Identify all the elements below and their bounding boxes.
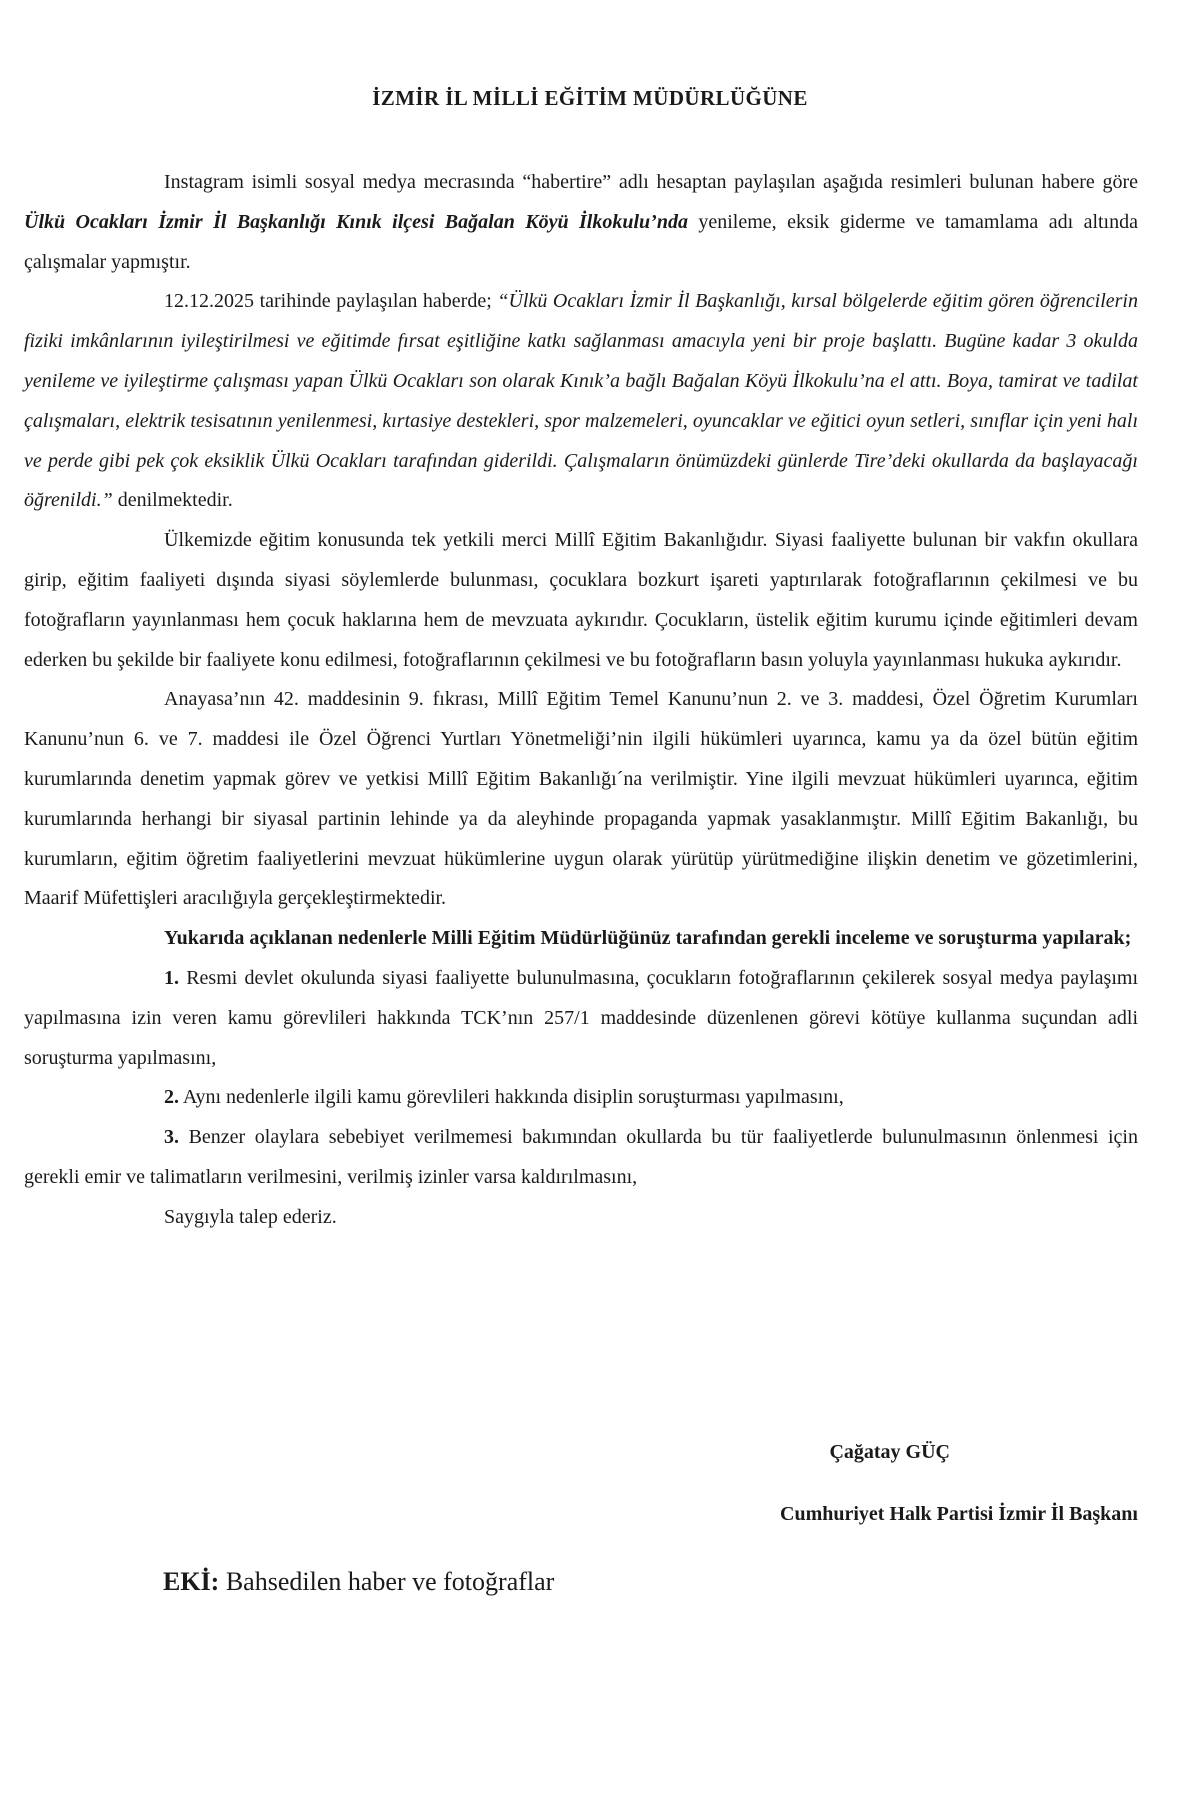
request-item <box>24 1118 1138 1198</box>
paragraph-news-quote-intro: 12.12.2025 tarihinde paylaşılan haberde; <box>164 290 498 313</box>
signature-title: Cumhuriyet Halk Partisi İzmir İl Başkanı <box>780 1503 1138 1525</box>
paragraph-request-intro: Yukarıda açıklanan nedenlerle Milli Eğitim Müdürlüğünüz tarafından gerekli inceleme ve soruşturma yapılarak; <box>164 927 1132 950</box>
request-item <box>24 1078 1138 1118</box>
attachment-label: EKİ: <box>163 1567 220 1596</box>
request-text: Benzer olaylara sebebiyet verilmemesi bakımından okullarda bu tür faaliyetlerde bulunulmasının önlenmesi için gerekli emir ve talimatların verilmesini, verilmiş izinler varsa kaldırılmasını, <box>24 1126 1138 1188</box>
paragraph-legal-argument: Ülkemizde eğitim konusunda tek yetkili merci Millî Eğitim Bakanlığıdır. Siyasi faaliyette bulunan bir vakfın okullara girip, eğitim faaliyeti dışında siyasi söylemlerde bulunması, çocuklara bozkurt işareti yaptırılarak fotoğraflarının çekilmesi ve bu fotoğrafların yayınlanması hem çocuk haklarına hem de mevzuata aykırıdır. Çocukların, üstelik eğitim kurumu içinde eğitimleri devam ederken bu şekilde bir faaliyete konu edilmesi, fotoğraflarının çekilmesi ve bu fotoğrafların basın yoluyla yayınlanması hukuka aykırıdır. <box>24 529 1138 671</box>
paragraph-news-source <box>24 163 1138 282</box>
request-text: Aynı nedenlerle ilgili kamu görevlileri hakkında disiplin soruşturması yapılmasını, <box>179 1086 844 1109</box>
request-number: 2. <box>164 1086 179 1109</box>
request-text: Resmi devlet okulunda siyasi faaliyette bulunulmasına, çocukların fotoğraflarının çekilerek sosyal medya paylaşımı yapılmasına izin veren kamu görevlileri hakkında TCK’nın 257/1 maddesinde düzenlenen görevi kötüye kullanma suçundan adli soruşturma yapılmasını, <box>24 966 1138 1069</box>
paragraph-news-quote-tail: denilmektedir. <box>112 489 233 512</box>
closing-line: Saygıyla talep ederiz. <box>164 1205 337 1228</box>
request-number: 1. <box>164 966 179 989</box>
request-number: 3. <box>164 1126 179 1149</box>
quoted-news-text: “Ülkü Ocakları İzmir İl Başkanlığı, kırsal bölgelerde eğitim gören öğrencilerin fiziki imkânlarının iyileştirilmesi ve eğitimde fırsat eşitliğine katkı sağlanması amacıyla yeni bir proje başlattı. Bugüne kadar 3 okulda yenileme ve iyileştirme çalışması yapan Ülkü Ocakları son olarak Kınık’a bağlı Bağalan Köyü İlkokulu’na el attı. Boya, tamirat ve tadilat çalışmaları, elektrik tesisatının yenilenmesi, kırtasiye destekleri, spor malzemeleri, oyuncaklar ve eğitici oyun setleri, sınıflar için yeni halı ve perde gibi pek çok eksiklik Ülkü Ocakları tarafından giderildi. Çalışmaların önümüzdeki günlerde Tire’deki okullarda da başlayacağı öğrenildi.” <box>24 290 1138 512</box>
paragraph-news-quote <box>24 282 1138 521</box>
request-item <box>24 959 1138 1078</box>
paragraph-news-source-text: Instagram isimli sosyal medya mecrasında “habertire” adlı hesaptan paylaşılan aşağıda resimleri bulunan habere göre <box>164 171 1138 193</box>
attachment-note <box>163 1567 554 1597</box>
signature-name: Çağatay GÜÇ <box>829 1441 950 1463</box>
paragraph-legal-basis: Anayasa’nın 42. maddesinin 9. fıkrası, Millî Eğitim Temel Kanunu’nun 2. ve 3. maddesi, Özel Öğretim Kurumları Kanunu’nun 6. ve 7. maddesi ile Özel Öğrenci Yurtları Yönetmeliği’nin ilgili hükümleri uyarınca, kamu ya da özel bütün eğitim kurumlarında denetim yapmak görev ve yetkisi Millî Eğitim Bakanlığı´na verilmiştir. Yine ilgili mevzuat hükümleri uyarınca, eğitim kurumlarında herhangi bir siyasal partinin lehinde ya da aleyhinde propaganda yapmak yasaklanmıştır. Millî Eğitim Bakanlığı, bu kurumların, eğitim öğretim faaliyetlerini mevzuat hükümlerine uygun olarak yürütüp yürütmediğine ilişkin denetim ve gözetimlerini, Maarif Müfettişleri aracılığıyla gerçekleştirmektedir. <box>24 688 1138 910</box>
document-body <box>24 163 1138 1238</box>
highlighted-institution: Ülkü Ocakları İzmir İl Başkanlığı Kınık ilçesi Bağalan Köyü İlkokulu’nda <box>24 210 688 233</box>
document-heading: İZMİR İL MİLLİ EĞİTİM MÜDÜRLÜĞÜNE <box>372 86 808 110</box>
attachment-text: Bahsedilen haber ve fotoğraflar <box>219 1567 555 1596</box>
paragraph-news-source-tail: yenileme, eksik giderme ve tamamlama adı altında çalışmalar yapmıştır. <box>24 210 1138 273</box>
